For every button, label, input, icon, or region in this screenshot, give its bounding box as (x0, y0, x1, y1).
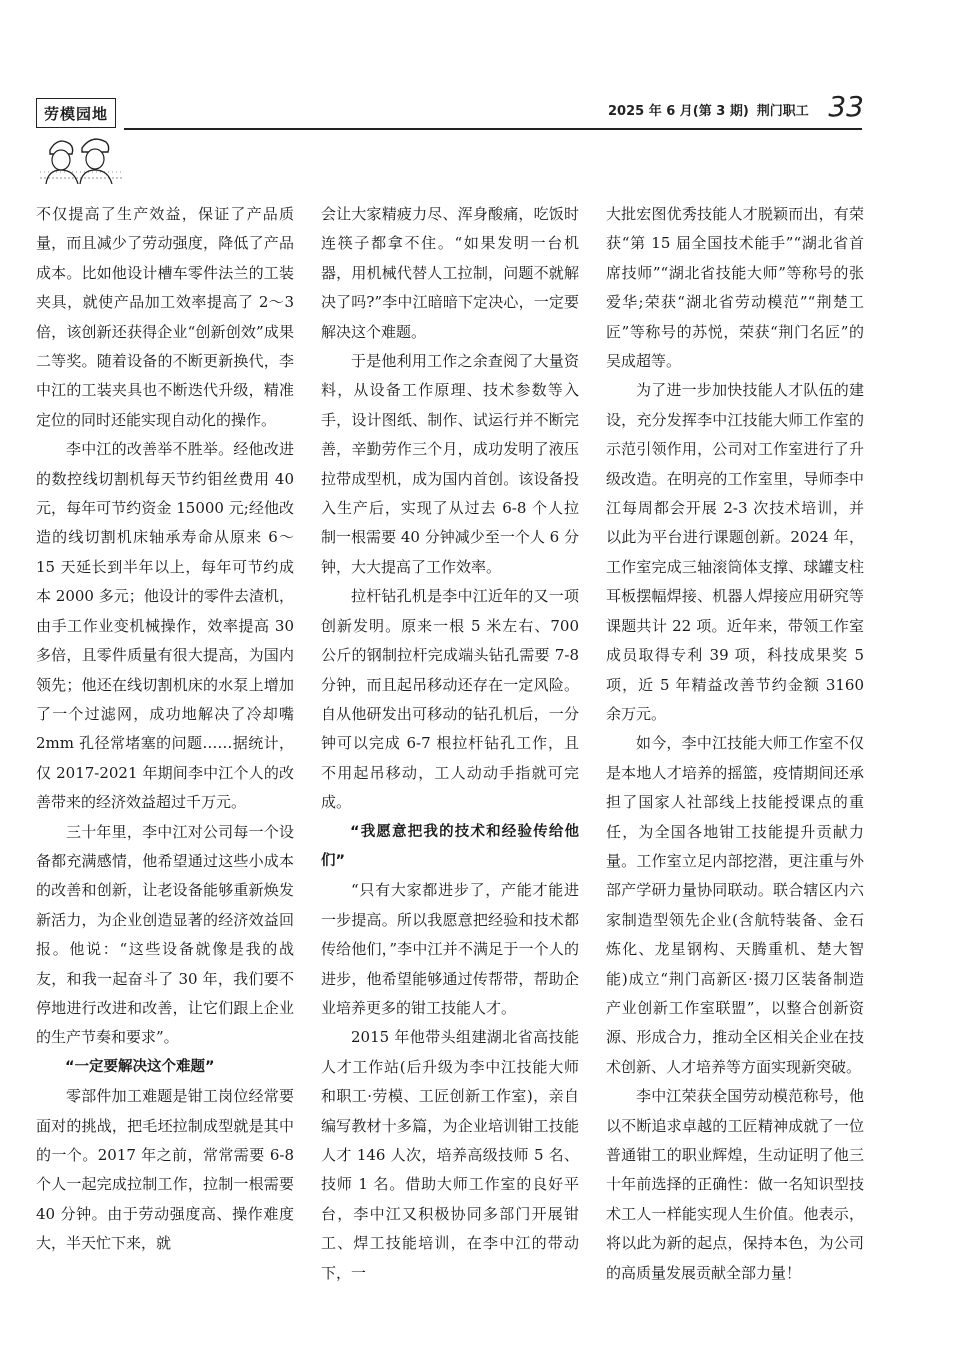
subheading: “我愿意把我的技术和经验传给他们” (321, 823, 579, 869)
article-column-1 (36, 200, 294, 1259)
publication-name: 荆门职工 (756, 104, 809, 119)
paragraph: 会让大家精疲力尽、浑身酸痛，吃饭时连筷子都拿不住。“如果发明一台机器，用机械代替人工拉制，问题不就解决了吗?”李中江暗暗下定决心，一定要解决这个难题。 (321, 205, 579, 341)
paragraph: 大批宏图优秀技能人才脱颖而出，有荣获“第 15 届全国技术能手”“湖北省首席技师”“湖北省技能大师”等称号的张爱华;荣获“湖北省劳动模范”“荆楚工匠”等称号的苏悦，荣获“荆门名匠”的吴成超等。 (606, 205, 864, 371)
article-column-3 (606, 200, 864, 1288)
paragraph: 不仅提高了生产效益，保证了产品质量，而且减少了劳动强度，降低了产品成本。比如他设计槽车零件法兰的工装夹具，就使产品加工效率提高了 2～3 倍，该创新还获得企业“创新创效”成果二等奖。随着设备的不断更新换代，李中江的工装夹具也不断迭代升级，精准定位的同时还能实现自动化的操作。 (36, 205, 294, 429)
section-title: 劳模园地 (36, 98, 116, 128)
issue-info (608, 100, 809, 119)
header-rule (36, 128, 862, 130)
issue-date: 2025 年 6 月(第 3 期) (608, 104, 749, 119)
paragraph: 零部件加工难题是钳工岗位经常要面对的挑战，把毛坯拉制成型就是其中的一个。2017 年之前，常常需要 6-8 个人一起完成拉制工作，拉制一根需要 40 分钟。由于劳动强度高、操作难度大，半天忙下来，就 (36, 1087, 294, 1253)
paragraph: 2015 年他带头组建湖北省高技能人才工作站(后升级为李中江技能大师和职工·劳模、工匠创新工作室)，亲自编写教材十多篇，为企业培训钳工技能人才 146 人次，培养高级技师 5 名、技师 1 名。借助大师工作室的良好平台，李中江又积极协同多部门开展钳工、焊工技能培训，在李中江的带动下，一 (321, 1028, 579, 1282)
paragraph: 为了进一步加快技能人才队伍的建设，充分发挥李中江技能大师工作室的示范引领作用，公司对工作室进行了升级改造。在明亮的工作室里，导师李中江每周都会开展 2-3 次技术培训，并以此为平台进行课题创新。2024 年，工作室完成三轴滚筒体支撑、球罐支柱耳板摆幅焊接、机器人焊接应用研究等课题共计 22 项。近年来，带领工作室成员取得专利 39 项，科技成果奖 5 项，近 5 年精益改善节约金额 3160 余万元。 (606, 381, 864, 723)
paragraph: 如今，李中江技能大师工作室不仅是本地人才培养的摇篮，疫情期间还承担了国家人社部线上技能授课点的重任，为全国各地钳工技能提升贡献力量。工作室立足内部挖潜，更注重与外部产学研力量协同联动。联合辖区内六家制造型领先企业(含航特装备、金石炼化、龙星钢构、天腾重机、楚大智能)成立“荆门高新区·掇刀区装备制造产业创新工作室联盟”，以整合创新资源、形成合力，推动全区相关企业在技术创新、人才培养等方面实现新突破。 (606, 734, 864, 1076)
page-header (0, 0, 960, 190)
article-column-2 (321, 200, 579, 1288)
paragraph: 李中江荣获全国劳动模范称号，他以不断追求卓越的工匠精神成就了一位普通钳工的职业辉煌，生动证明了他三十年前选择的正确性：做一名知识型技术工人一样能实现人生价值。他表示，将以此为新的起点，保持本色，为公司的高质量发展贡献全部力量！ (606, 1087, 864, 1282)
page-number: 33 (828, 90, 864, 123)
paragraph: 三十年里，李中江对公司每一个设备都充满感情，他希望通过这些小成本的改善和创新，让老设备能够重新焕发新活力，为企业创造显著的经济效益回报。他说：“这些设备就像是我的战友，和我一起奋斗了 30 年，我们要不停地进行改进和改善，让它们跟上企业的生产节奏和要求”。 (36, 822, 294, 1047)
subheading: “一定要解决这个难题” (65, 1058, 215, 1075)
paragraph: 拉杆钻孔机是李中江近年的又一项创新发明。原来一根 5 米左右、700 公斤的钢制拉杆完成端头钻孔需要 7-8 分钟，而且起吊移动还存在一定风险。自从他研发出可移动的钻孔机后，一分钟可以完成 6-7 根拉杆钻孔工作，且不用起吊移动，工人动动手指就可完成。 (321, 587, 579, 812)
paragraph: “只有大家都进步了，产能才能进一步提高。所以我愿意把经验和技术都传给他们，”李中江并不满足于一个人的进步，他希望能够通过传帮带，帮助企业培养更多的钳工技能人才。 (321, 881, 579, 1017)
workers-illustration-icon (36, 128, 124, 184)
paragraph: 于是他利用工作之余查阅了大量资料，从设备工作原理、技术参数等入手，设计图纸、制作、试运行并不断完善，辛勤劳作三个月，成功发明了液压拉带成型机，成为国内首创。该设备投入生产后，实现了从过去 6-8 个人拉制一根需要 40 分钟减少至一个人 6 分钟，大大提高了工作效率。 (321, 352, 579, 576)
paragraph: 李中江的改善举不胜举。经他改进的数控线切割机每天节约钼丝费用 40 元，每年可节约资金 15000 元;经他改造的线切割机床轴承寿命从原来 6～15 天延长到半年以上，每年可节约成本 2000 多元；他设计的零件去渣机，由手工作业变机械操作，效率提高 30 多倍，且零件质量有很大提高，为国内领先；他还在线切割机床的水泵上增加了一个过滤网，成功地解决了冷却嘴 2mm 孔径常堵塞的问题……据统计，仅 2017-2021 年期间李中江个人的改善带来的经济效益超过千万元。 (36, 440, 294, 812)
